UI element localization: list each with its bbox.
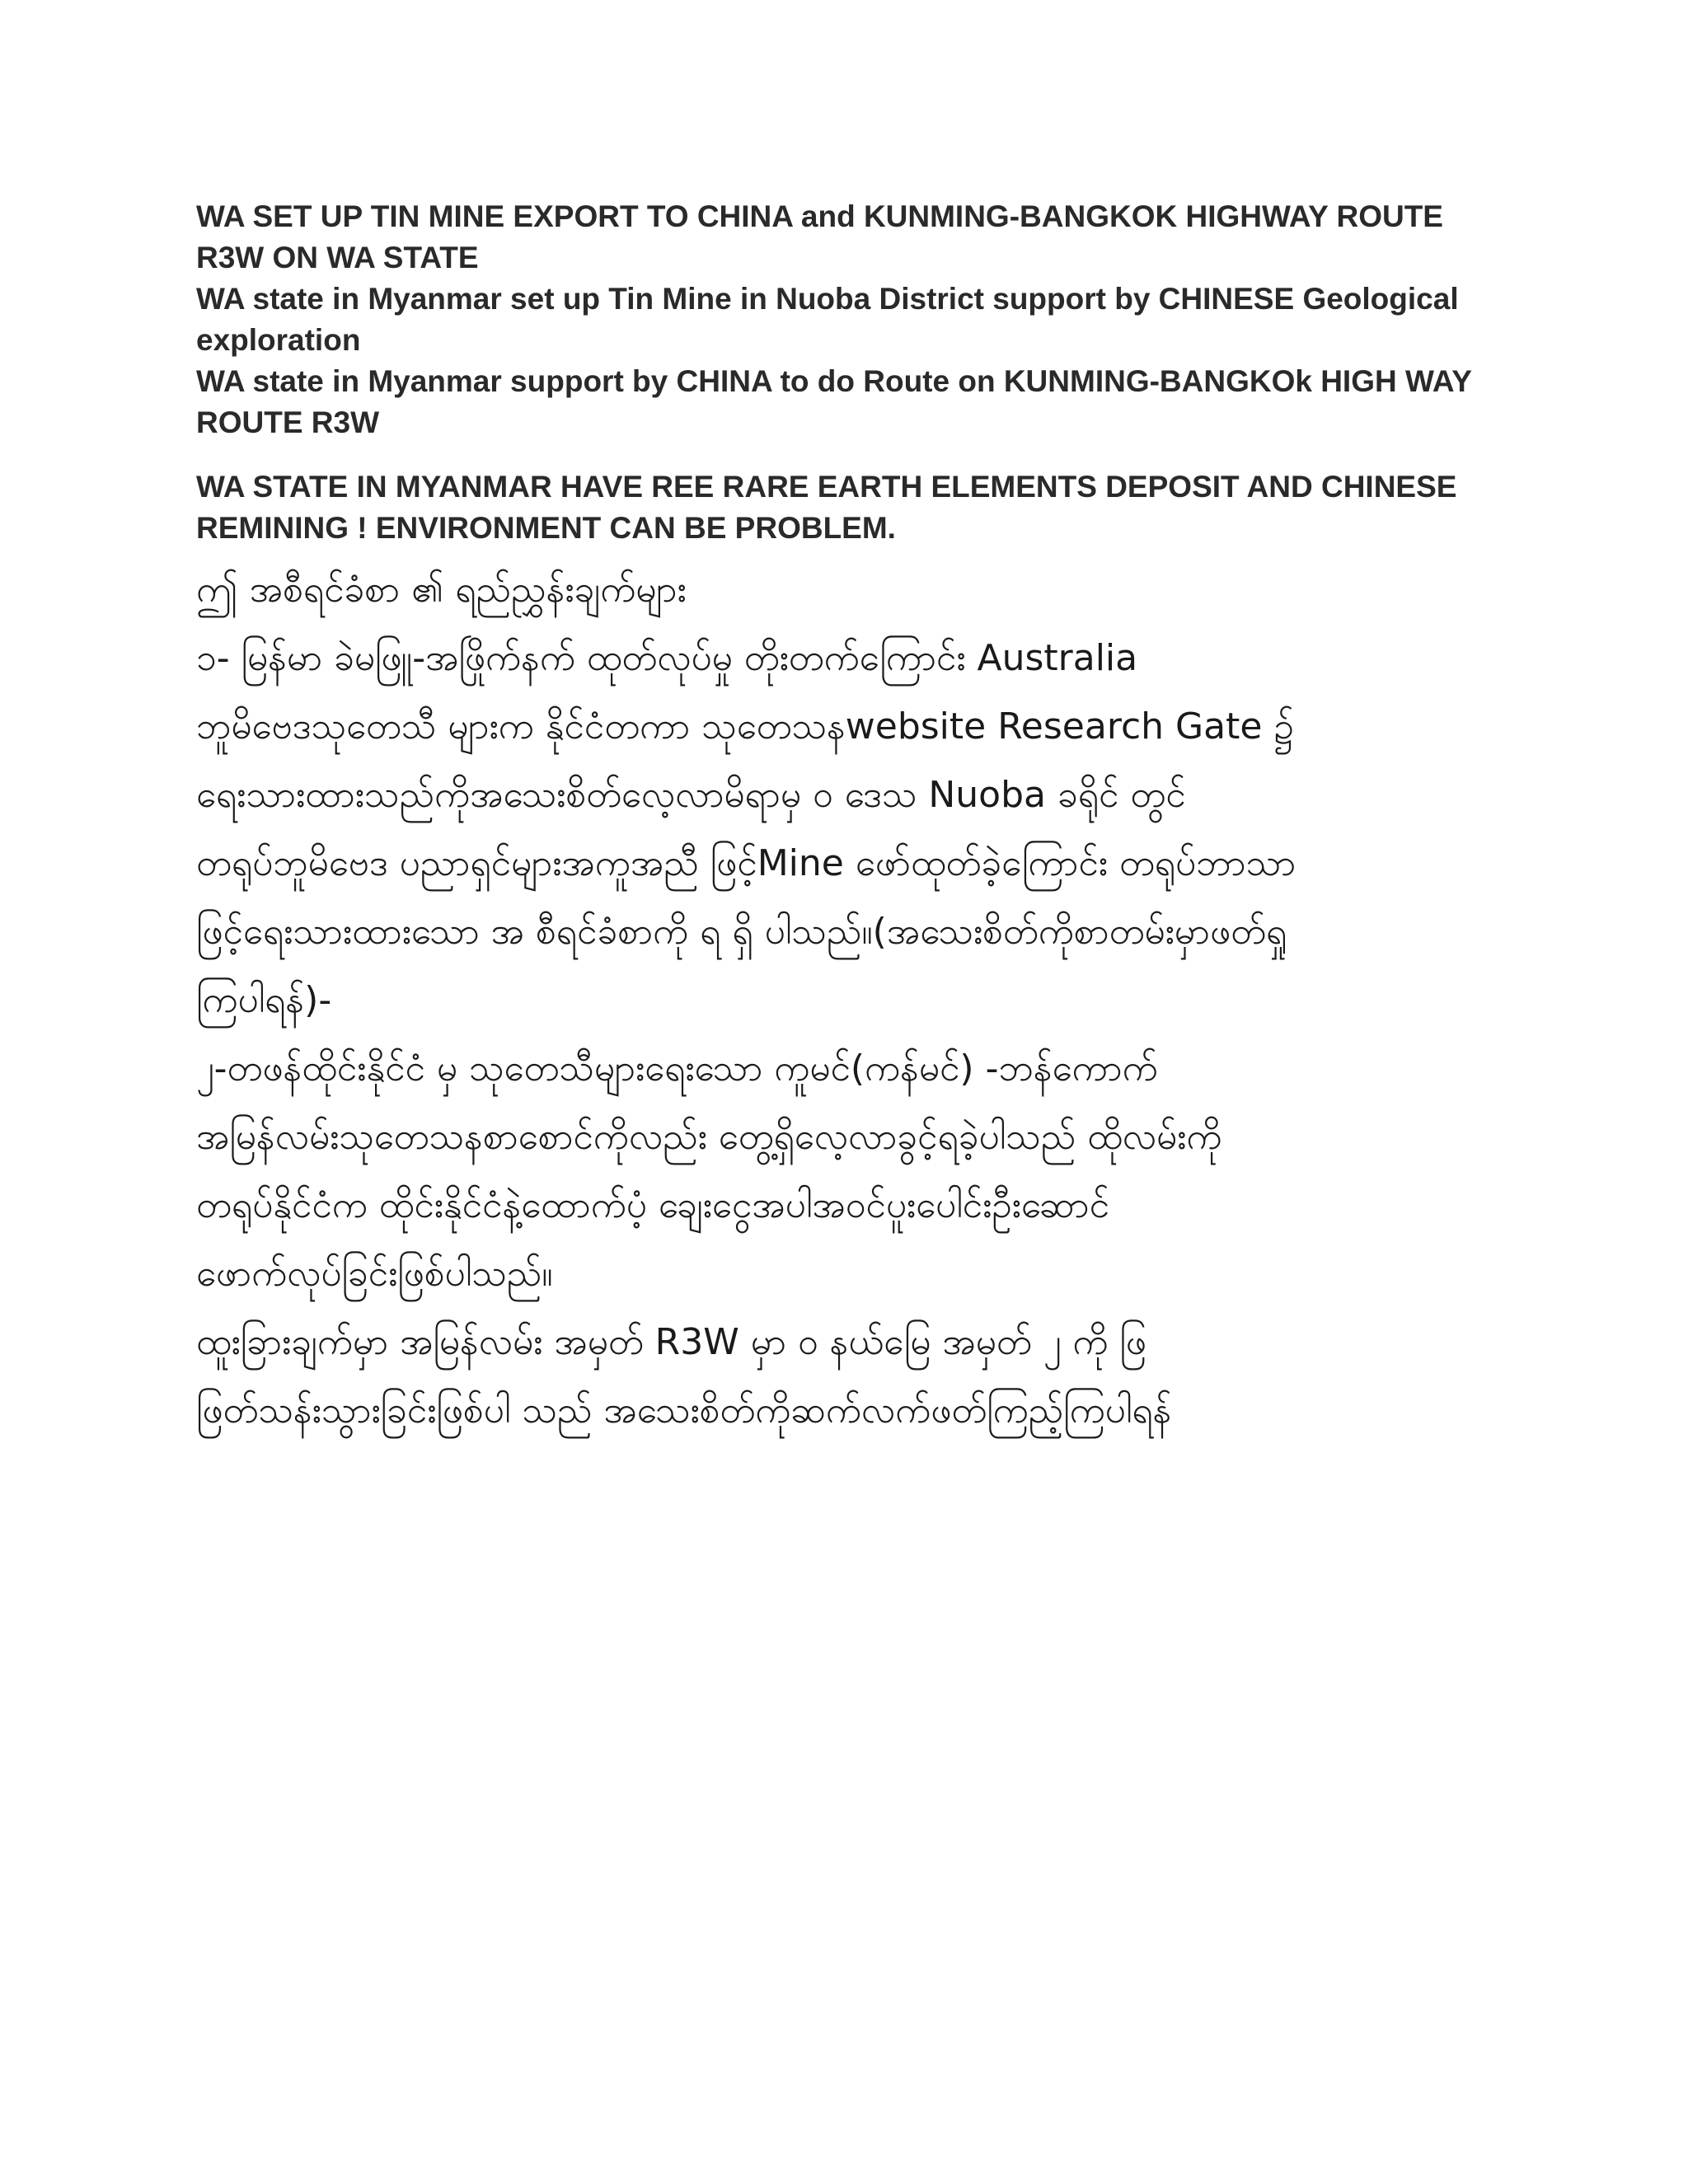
burmese-line: ကြပါရန်)- (196, 979, 332, 1021)
burmese-line: ဖြင့်ရေးသားထားသော အ စီရင်ခံစာကို ရ ရှိ ပါသည်။(အသေးစိတ်ကိုစာတမ်းမှာဖတ်ရှု (196, 911, 1287, 953)
burmese-line: အမြန်လမ်းသုတေသနစာစောင်ကိုလည်း တွေ့ရှိလေ့လာခွင့်ရခဲ့ပါသည် ထိုလမ်းကို (196, 1116, 1222, 1158)
burmese-line: ၁- မြန်မာ ခဲမဖြူ-အဖြိုက်နက် ထုတ်လုပ်မှု တိုးတက်ကြောင်း Australia (196, 637, 1138, 679)
burmese-line: ဘူမိဗေဒသုတေသီ များက နိုင်ငံတကာ သုတေသနwebsite Research Gate ၌ (196, 705, 1294, 748)
burmese-line: ဖြတ်သန်းသွားခြင်းဖြစ်ပါ သည် အသေးစိတ်ကိုဆက်လက်ဖတ်ကြည့်ကြပါရန် (196, 1390, 1172, 1432)
burmese-line: တရုပ်နိုင်ငံက ထိုင်းနိုင်ငံနဲ့ထောက်ပံ့ ချေးငွေအပါအဝင်ပူးပေါင်းဦးဆောင် (196, 1184, 1110, 1226)
heading-nuoba-tin-mine: WA state in Myanmar set up Tin Mine in Nuoba District support by CHINESE Geological exploration (196, 282, 1459, 357)
burmese-line: တရုပ်ဘူမိဗေဒ ပညာရှင်များအကူအညီ ဖြင့်Mine ဖော်ထုတ်ခဲ့ကြောင်း တရုပ်ဘာသာ (196, 842, 1296, 884)
heading-tin-mine-export: WA SET UP TIN MINE EXPORT TO CHINA and KUNMING-BANGKOK HIGHWAY ROUTE R3W ON WA STATE (196, 199, 1443, 274)
burmese-line: ထူးခြားချက်မှာ အမြန်လမ်း အမှတ် R3W မှာ ဝ နယ်မြေ အမှတ် ၂ ကို ဖြ (196, 1321, 1146, 1363)
burmese-line: ဤ အစီရင်ခံစာ ၏ ရည်ညွှန်းချက်များ (196, 569, 687, 611)
burmese-line: ၂-တဖန်ထိုင်းနိုင်ငံ မှ သုတေသီများရေးသော ကူမင်(ကန်မင်) -ဘန်ကောက် (196, 1047, 1158, 1090)
burmese-line: ရေးသားထားသည်ကိုအသေးစိတ်လေ့လာမိရာမှ ဝ ဒေသ Nuoba ခရိုင် တွင် (196, 774, 1186, 816)
heading-rare-earth: WA STATE IN MYANMAR HAVE REE RARE EARTH ELEMENTS DEPOSIT AND CHINESE REMINING ! ENVIRONMENT CAN BE PROBLEM. (196, 470, 1457, 545)
burmese-line: ဖောက်လုပ်ခြင်းဖြစ်ပါသည်။ (196, 1253, 553, 1295)
document-page (196, 196, 1482, 1445)
heading-highway-route: WA state in Myanmar support by CHINA to do Route on KUNMING-BANGKOk HIGH WAY ROUTE R3W (196, 364, 1472, 439)
